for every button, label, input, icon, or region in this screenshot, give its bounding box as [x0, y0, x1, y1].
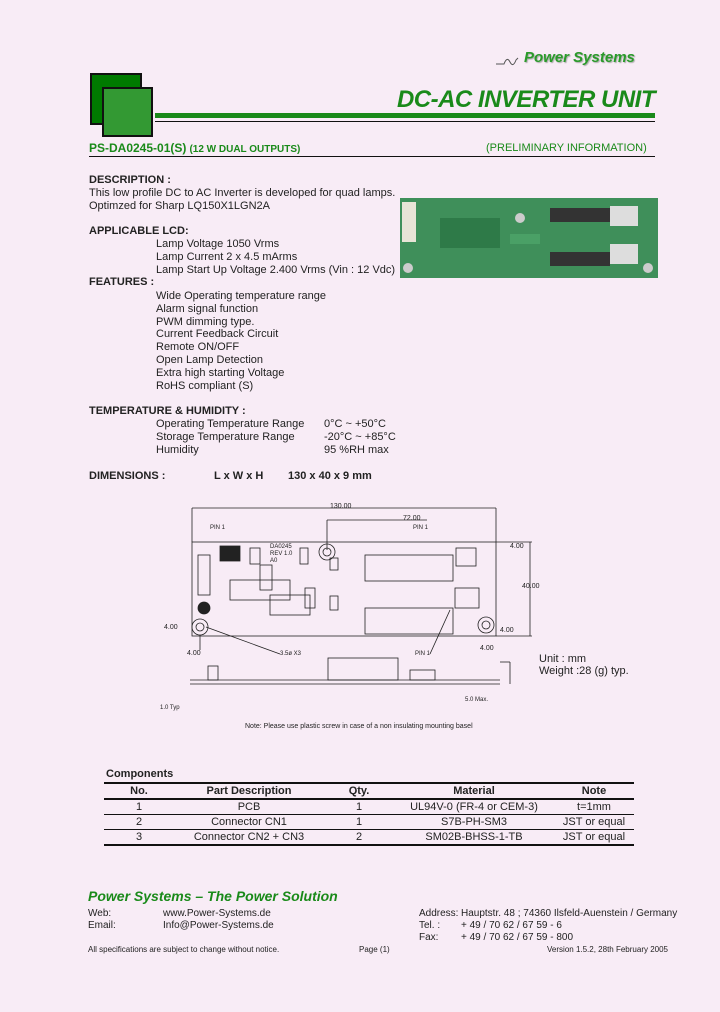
temp-value: 0°C ~ +50°C: [324, 418, 386, 430]
thickness-label: 1.0 Typ: [160, 705, 180, 711]
dim-4: 4.00: [480, 645, 494, 652]
description-line: This low profile DC to AC Inverter is developed for quad lamps.: [89, 187, 396, 199]
address-label: Address:: [419, 908, 459, 919]
cell: 1: [324, 815, 394, 830]
cell: 3: [104, 830, 174, 846]
cell: Connector CN1: [174, 815, 324, 830]
table-row: [104, 830, 634, 846]
disclaimer: All specifications are subject to change without notice.: [88, 945, 280, 954]
components-table: [104, 782, 634, 846]
part-number-text: PS-DA0245-01(S): [89, 141, 187, 155]
web-link[interactable]: www.Power-Systems.de: [163, 908, 271, 919]
height-label: 5.0 Max.: [465, 697, 489, 703]
hole-label: 3.5ø X3: [280, 651, 302, 657]
logo-wave-icon: [496, 54, 526, 73]
address: Hauptstr. 48 ; 74360 Ilsfeld-Auenstein / Germany: [461, 908, 678, 919]
cell: Connector CN2 + CN3: [174, 830, 324, 846]
dim-4: 4.00: [510, 543, 524, 550]
tel: + 49 / 70 62 / 67 59 - 6: [461, 920, 562, 931]
cell: UL94V-0 (FR-4 or CEM-3): [394, 799, 554, 815]
weight-label: Weight :28 (g) typ.: [539, 665, 629, 677]
page-number: Page (1): [359, 945, 390, 954]
dim-length: 130.00: [330, 503, 352, 510]
table-row: [104, 799, 634, 815]
footer-slogan: Power Systems – The Power Solution: [88, 888, 338, 904]
preliminary-status: (PRELIMINARY INFORMATION): [486, 142, 647, 154]
lcd-line: Lamp Voltage 1050 Vrms: [156, 238, 280, 250]
part-number: [89, 142, 300, 156]
cell: PCB: [174, 799, 324, 815]
dim-4: 4.00: [500, 627, 514, 634]
temp-value: -20°C ~ +85°C: [324, 431, 396, 443]
description-line: Optimzed for Sharp LQ150X1LGN2A: [89, 200, 270, 212]
fax: + 49 / 70 62 / 67 59 - 800: [461, 932, 574, 943]
cell: 1: [104, 799, 174, 815]
table-row: [104, 815, 634, 830]
drawing-note: Note: Please use plastic screw in case of a non insulating mounting basel: [245, 723, 473, 730]
cell: JST or equal: [554, 815, 634, 830]
features-heading: FEATURES :: [89, 276, 155, 288]
dim-72: 72.00: [403, 515, 421, 522]
cell: 1: [324, 799, 394, 815]
feature-item: Alarm signal function: [156, 303, 259, 315]
col-header: Material: [394, 783, 554, 799]
part-subtitle: (12 W DUAL OUTPUTS): [189, 144, 301, 155]
temp-label: Storage Temperature Range: [156, 431, 295, 443]
dimensions-label: L x W x H: [214, 470, 264, 482]
title-rule: [155, 113, 655, 118]
email-label: Email:: [88, 920, 116, 931]
pin1-label: PIN 1: [210, 525, 226, 531]
feature-item: Current Feedback Circuit: [156, 328, 279, 340]
version: Version 1.5.2, 28th February 2005: [547, 945, 668, 954]
temp-label: Operating Temperature Range: [156, 418, 305, 430]
feature-item: RoHS compliant (S): [156, 380, 254, 392]
pin1-label: PIN 1: [415, 651, 431, 657]
page-title: DC-AC INVERTER UNIT: [396, 86, 655, 113]
cell: S7B-PH-SM3: [394, 815, 554, 830]
components-title: Components: [106, 768, 174, 780]
cell: SM02B-BHSS-1-TB: [394, 830, 554, 846]
col-header: Note: [554, 783, 634, 799]
feature-item: Open Lamp Detection: [156, 354, 264, 366]
description-heading: DESCRIPTION :: [89, 174, 171, 186]
temperature-heading: TEMPERATURE & HUMIDITY :: [89, 405, 246, 417]
col-header: Part Description: [174, 783, 324, 799]
pin1-label: PIN 1: [413, 525, 429, 531]
col-header: No.: [104, 783, 174, 799]
cell: 2: [104, 815, 174, 830]
dim-width: 40.00: [522, 583, 540, 590]
fax-label: Fax:: [419, 932, 439, 943]
dim-4: 4.00: [164, 624, 178, 631]
logo-squares: [90, 73, 194, 135]
dim-4: 4.00: [187, 650, 201, 657]
feature-item: Remote ON/OFF: [156, 341, 240, 353]
temp-value: 95 %RH max: [324, 444, 389, 456]
feature-item: Extra high starting Voltage: [156, 367, 285, 379]
feature-item: Wide Operating temperature range: [156, 290, 326, 302]
product-photo: [400, 198, 658, 278]
tel-label: Tel. :: [419, 920, 441, 931]
company-logo: Power Systems: [524, 49, 635, 66]
feature-item: PWM dimming type.: [156, 316, 255, 328]
web-label: Web:: [88, 908, 112, 919]
cell: t=1mm: [554, 799, 634, 815]
lcd-heading: APPLICABLE LCD:: [89, 225, 189, 237]
table-header-row: [104, 783, 634, 799]
email-link[interactable]: Info@Power-Systems.de: [163, 920, 274, 931]
lcd-line: Lamp Current 2 x 4.5 mArms: [156, 251, 298, 263]
col-header: Qty.: [324, 783, 394, 799]
cell: JST or equal: [554, 830, 634, 846]
lcd-line: Lamp Start Up Voltage 2.400 Vrms (Vin : 12 Vdc): [156, 264, 396, 276]
title-thin-rule: [155, 121, 655, 122]
cell: 2: [324, 830, 394, 846]
unit-label: Unit : mm: [539, 653, 587, 665]
header-rule: [89, 156, 655, 157]
board-label: DA0245 REV 1.0 A0: [270, 544, 293, 564]
mechanical-drawing: [160, 500, 560, 740]
dimensions-value: 130 x 40 x 9 mm: [288, 470, 372, 482]
temp-label: Humidity: [156, 444, 199, 456]
dimensions-heading: DIMENSIONS :: [89, 470, 166, 482]
